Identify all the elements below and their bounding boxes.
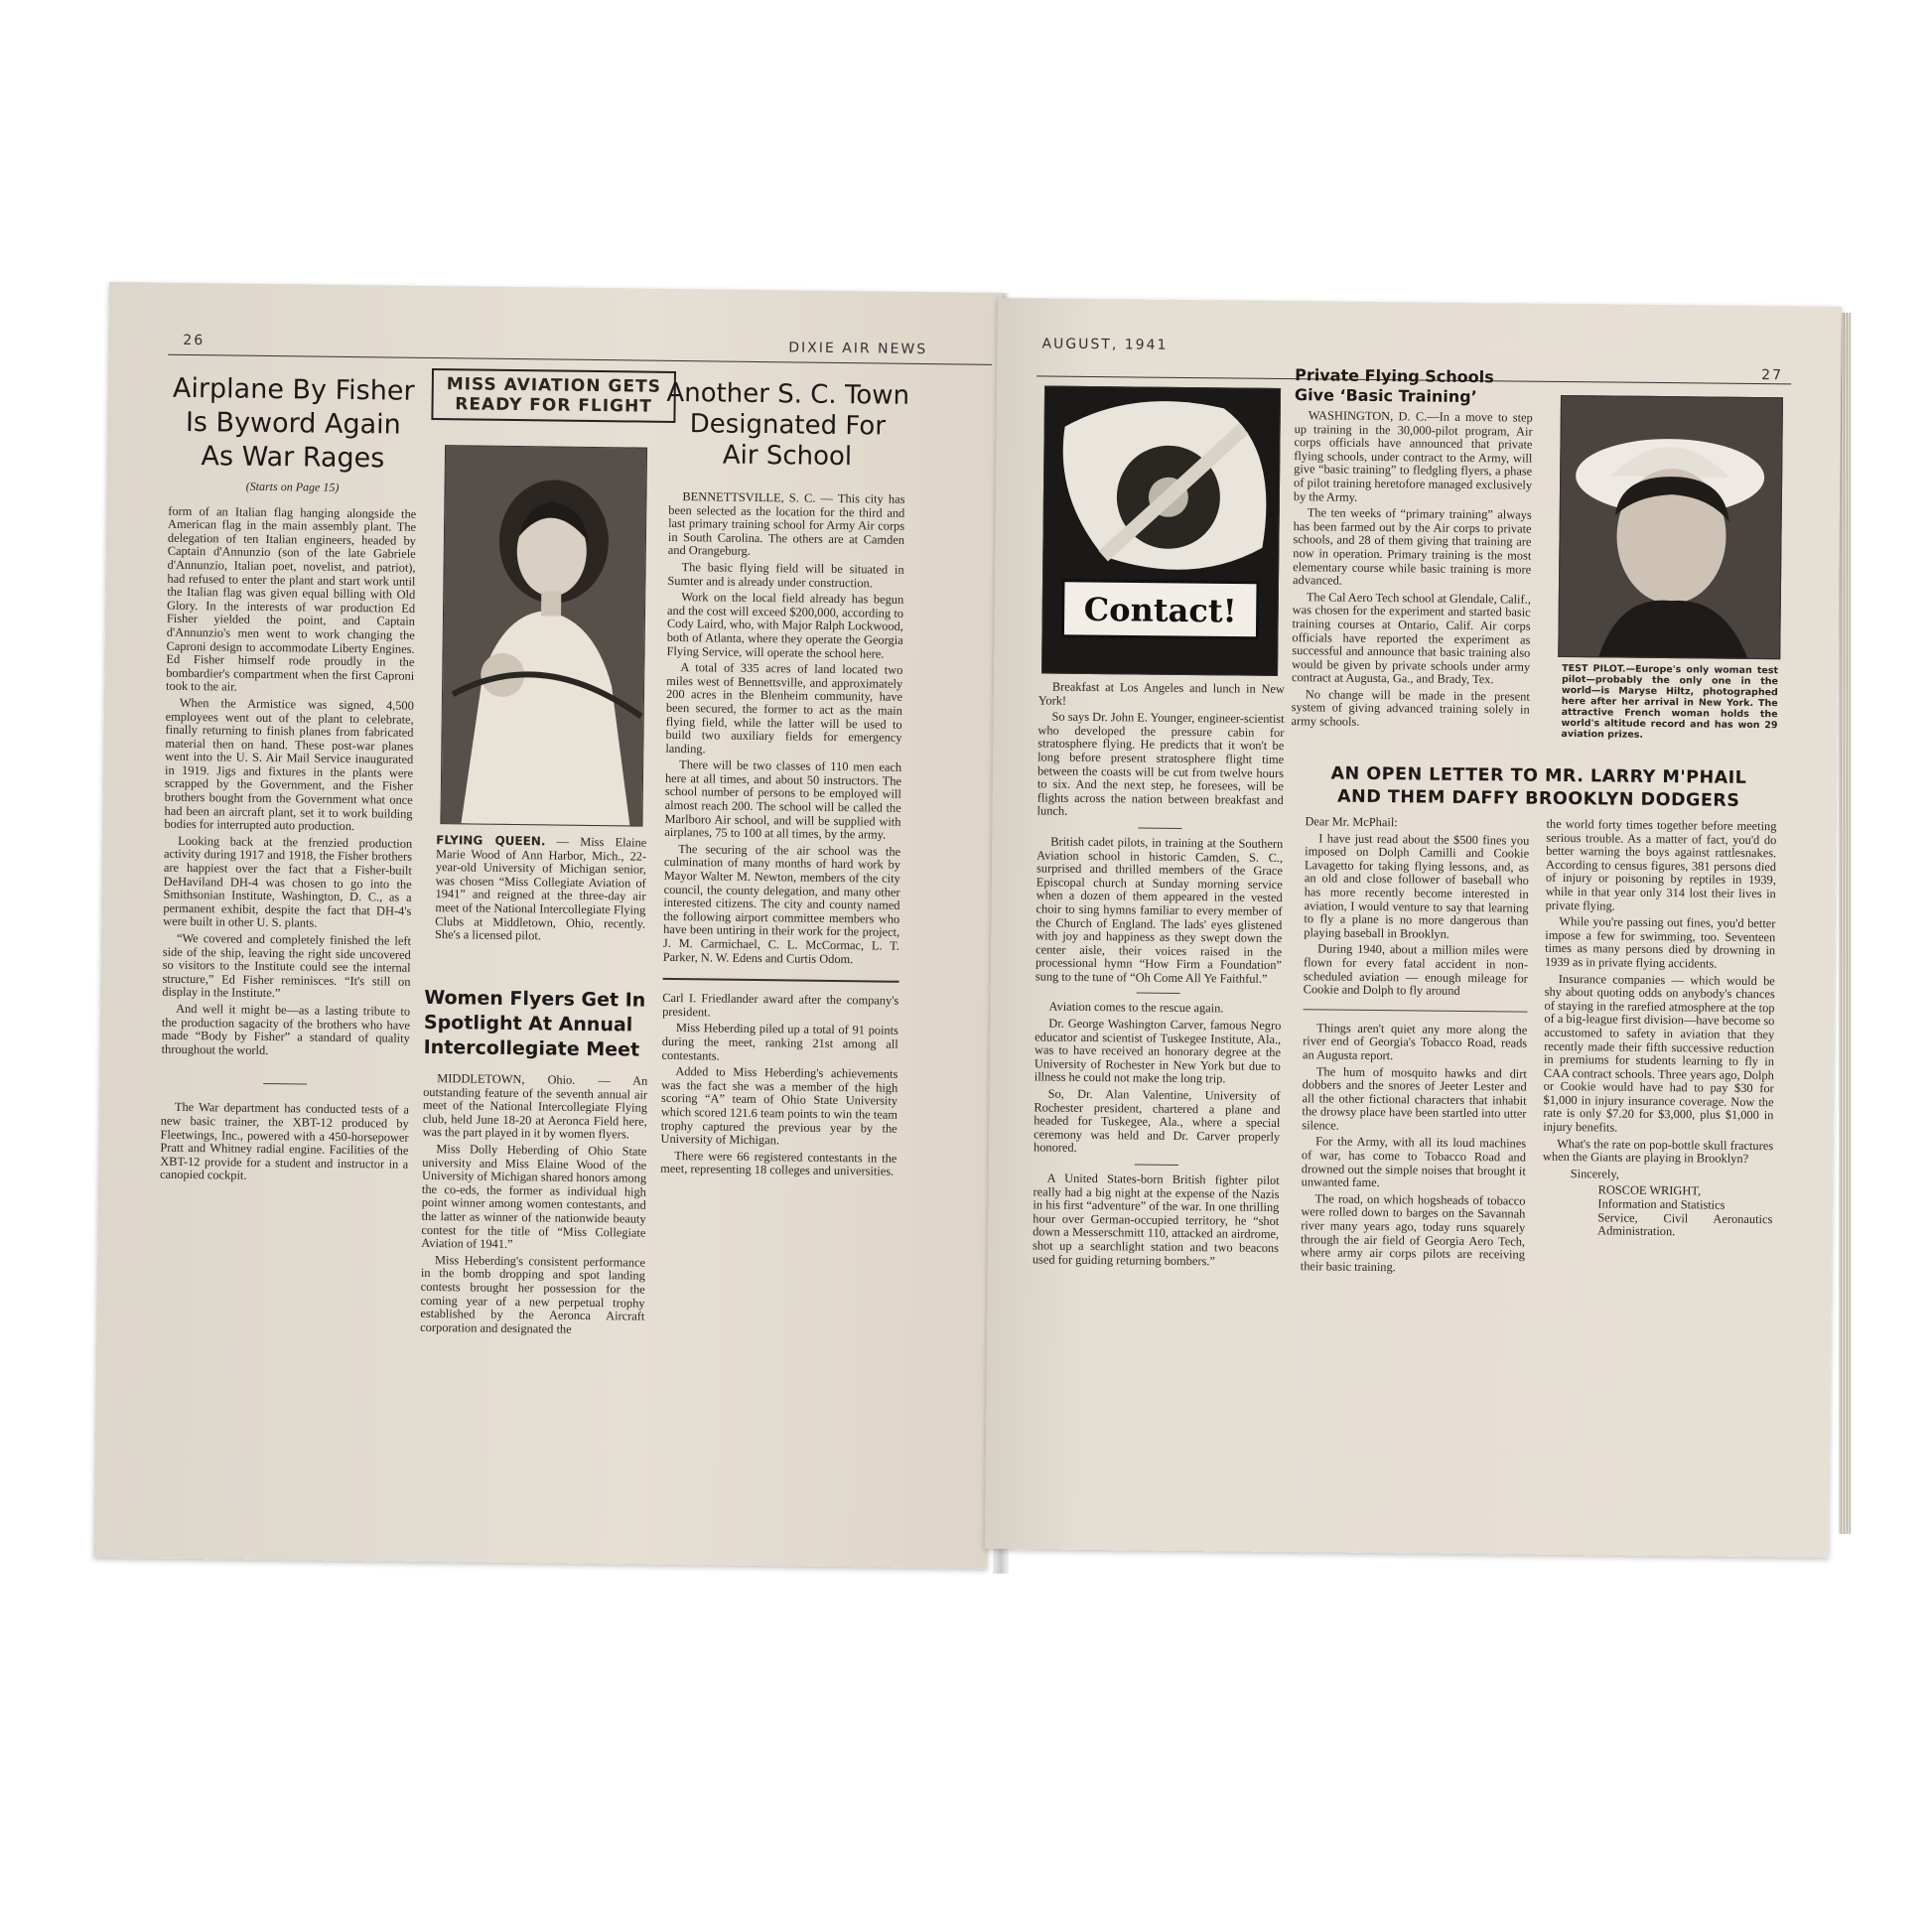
signature-name: ROSCOE WRIGHT, bbox=[1597, 1182, 1702, 1198]
right-page bbox=[985, 298, 1842, 1558]
body-paragraph: “We covered and completely finished the left side of the ship, leaving the right side uncovered so visitors to the Institute could see the internal structure,” Ed Fisher reminisces. “It's still on display in the Institute.” bbox=[162, 930, 412, 1001]
section-divider bbox=[1137, 993, 1180, 994]
body-paragraph: Dr. George Washington Carver, famous Negro educator and scientist of Tuskegee Institute, Ala., was to have received an honorary degree at the University of Rochester in New York but due to illness he could not make the long trip. bbox=[1034, 1016, 1282, 1086]
body-paragraph: When the Armistice was signed, 4,500 employees went out of the plant to celebrate, finally returning to finish planes from fabricated material then on hand. These post-war planes went into the U. S. Air Mail Service inaugurated in 1919. Jigs and fixtures in the plants were scrapped by the Government, and the Fisher brothers bought from the Government what once had been an aircraft plant, set it to work building bodies for interrupted auto production. bbox=[164, 695, 414, 834]
body-paragraph: Insurance companies — which would be shy about quoting odds on anybody's chances of staying in the rarefied atmosphere at the top of a big-league first division—have become so accustomed to safety in aviation that they recently made their fifth successive reduction in premiums for students learning to fly in CAA contract schools. Three years ago, Dolph or Cookie would have had to pay $30 for $1,000 in injury insurance coverage. Now the rate is only $7.20 for $3,000, plus $1,000 in injury benefits. bbox=[1543, 971, 1775, 1135]
body-paragraph: A United States-born British fighter pilot really had a big night at the expense of the Nazis in his first “adventure” of the war. In one thrilling hour over German-occupied territory, he “shot down a Messerschmitt 110, attacked an airdrome, shot up a searchlight station and two beacons used for guiding returning bombers.” bbox=[1032, 1171, 1280, 1268]
body-paragraph: The hum of mosquito hawks and dirt dobbers and the snores of Jeeter Lester and all the other fictional characters that inhabit the drowsy place have been startled into utter silence. bbox=[1302, 1063, 1527, 1133]
running-head-right: AUGUST, 1941 bbox=[1041, 336, 1169, 353]
open-letter-col1 bbox=[1301, 815, 1530, 1279]
body-paragraph: There will be two classes of 110 men each here at all times, and about 50 instructors. The school number of persons to be employed will almost reach 200. The school will be called the Marlboro Air school, and will be supplied with airplanes, 75 to 100 at all times, by the army. bbox=[664, 758, 902, 842]
body-paragraph: British cadet pilots, in training at the Southern Aviation school in historic Camden, S. C., surprised and thrilled members of the Grace Episcopal church at Sunday morning service when a dozen of them appeared in the vested choir to sing hymns familiar to every member of the Church of England. The lads' eyes glistened with joy and happiness as they swept down the center aisle, their voices raised in the processional hymn “How Firm a Foundation” sung to the tune of “Oh Come All Ye Faithful.” bbox=[1035, 834, 1284, 986]
body-paragraph: The Cal Aero Tech school at Glendale, Calif., was chosen for the experiment and started basic training courses at Ontario, Calif. Air corps officials have reported the experiment as successful and announce that basic training also would be given by private schools under army contract at Augusta, Ga., and Brady, Tex. bbox=[1291, 589, 1531, 687]
body-paragraph: Miss Heberding piled up a total of 91 points during the meet, ranking 21st among all contestants. bbox=[661, 1021, 898, 1063]
body-paragraph: And well it might be—as a lasting tribute to the production sagacity of the brothers who have made “Body by Fisher” a standard of quality throughout the world. bbox=[161, 1001, 411, 1057]
body-paragraph: So, Dr. Alan Valentine, University of Rochester president, chartered a plane and headed for Tuskegee, Ala., where a special ceremony was held and Dr. Carver properly honored. bbox=[1033, 1086, 1281, 1156]
propeller-engine-illustration bbox=[1042, 387, 1280, 675]
page-number-left: 26 bbox=[183, 332, 206, 349]
body-paragraph: So says Dr. John E. Younger, engineer-scientist who developed the pressure cabin for stratosphere flying. He predicts that it won't be long before present stratosphere flight time between the coasts will be cut from twelve hours to six. And the next step, he foresees, will be flights across the nation between breakfast and lunch. bbox=[1036, 709, 1285, 819]
contact-column bbox=[1033, 680, 1285, 1272]
flying-queen-photo bbox=[440, 445, 647, 826]
column-rule bbox=[1304, 1009, 1528, 1012]
fisher-article bbox=[160, 372, 418, 1188]
women-flyers-article bbox=[420, 986, 648, 1340]
contact-label: Contact! bbox=[1083, 590, 1237, 630]
page-number-right: 27 bbox=[1761, 367, 1784, 384]
trainer-paragraph: The War department has conducted tests of a new basic trainer, the XBT-12 produced by Fleetwings, Inc., powered with a 450-horsepower Pratt and Whitney radial engine. Facilities of the XBT-12 provide for a student and instructor in a canopied cockpit. bbox=[160, 1100, 409, 1183]
contact-illustration bbox=[1041, 385, 1281, 675]
body-paragraph: The basic flying field will be situated in Sumter and is already under construction. bbox=[667, 560, 904, 590]
body-paragraph: For the Army, with all its loud machines of war, has come to Tobacco Road and drowned out the simple noises that brought it unwanted fame. bbox=[1301, 1134, 1527, 1190]
body-paragraph: What's the rate on pop-bottle skull fractures when the Giants are playing in Brooklyn? bbox=[1542, 1136, 1774, 1167]
body-paragraph: BENNETTSVILLE, S. C. — This city has been selected as the location for the third and last primary training school for Army Air corps in South Carolina. The others are at Camden and Orangeburg. bbox=[667, 489, 905, 559]
sc-town-article bbox=[660, 377, 910, 1182]
flying-queen-caption: FLYING QUEEN. — Miss Elaine Marie Wood of Ann Harbor, Mich., 22-year-old University of Michigan senior, was chosen “Miss Collegiate Aviation of 1941” and reigned at the three-day air meet of the National Intercollegiate Flying Clubs at Middletown, Ohio, recently. She's a licensed pilot. bbox=[434, 833, 647, 943]
body-paragraph: Added to Miss Heberding's achievements was the fact she was a member of the high scoring “A” team of Ohio State University which scored 121.6 team points to win the team trophy captured the previous year by the University of Michigan. bbox=[660, 1064, 898, 1148]
miss-aviation-boxhead: MISS AVIATION GETS READY FOR FLIGHT bbox=[431, 368, 676, 423]
section-divider bbox=[1138, 827, 1181, 828]
closing: Sincerely, bbox=[1570, 1166, 1619, 1181]
body-paragraph: Looking back at the frenzied production activity during 1917 and 1918, the Fisher brothers are happiest over the fact that a Fisher-built DeHaviland DH-4 was chosen to go into the Smithsonian Institute, Washington, D. C., as a permanent exhibit, despite the fact that DH-4's were built in other U. S. plants. bbox=[163, 833, 413, 931]
body-paragraph: WASHINGTON, D. C.—In a move to step up training in the 30,000-pilot program, Air corps officials have announced that private flying schools, under contract to the Army, will give “basic training” to fledgling flyers, a phase of pilot training heretofore managed exclusively by the Army. bbox=[1293, 408, 1533, 504]
sc-town-headline: Another S. C. Town Designated For Air School bbox=[666, 377, 910, 473]
fisher-headline: Airplane By Fisher Is Byword Again As War Rages bbox=[172, 372, 415, 475]
section-divider bbox=[263, 1083, 307, 1085]
body-paragraph: I have just read about the $500 fines you imposed on Dolph Camilli and Cookie Lavagetto for taking flying lessons, and, as an old and close follower of baseball who has more recently become interested in aviation, I would venture to say that learning to fly a plane is no more dangerous than playing baseball in Brooklyn. bbox=[1304, 831, 1530, 941]
running-head-left: DIXIE AIR NEWS bbox=[788, 340, 928, 358]
body-paragraph: While you're passing out fines, you'd better impose a few for swimming, too. Seventeen times as many persons died by drowning in 1939 as in private flying accidents. bbox=[1544, 914, 1776, 971]
section-divider bbox=[1135, 1164, 1178, 1165]
body-paragraph: Carl I. Friedlander award after the company's president. bbox=[662, 991, 899, 1020]
body-paragraph: MIDDLETOWN, Ohio. — An outstanding feature of the seventh annual air meet of the National Intercollegiate Flying club, held June 18-20 at Aeronca Field here, was the part played in it by women flyers. bbox=[422, 1071, 648, 1142]
test-pilot-photo bbox=[1558, 395, 1783, 659]
body-paragraph: The securing of the air school was the culmination of many months of hard work by Mayor Walter M. Newton, members of the city council, the county delegation, and many other interested citizens. The city and county named the following airport committee members who have been untiring in their work for the project, J. M. Carmichael, C. L. McCormac, L. T. Parker, N. W. Edens and Curtis Odom. bbox=[662, 841, 901, 966]
body-paragraph: No change will be made in the present system of giving advanced training solely in army schools. bbox=[1291, 687, 1530, 729]
body-paragraph: The ten weeks of “primary training” always has been farmed out by the Air corps to private schools, and 28 of them giving that training are now in operation. Primary training is the most elementary course while basic training is more advanced. bbox=[1292, 505, 1532, 588]
body-paragraph: Aviation comes to the rescue again. bbox=[1048, 1000, 1224, 1016]
body-paragraph: A total of 335 acres of land located two miles west of Bennettsville, and approximately 200 acres in the Blenheim community, have been secured, the former to act as the main flying field, while the latter will be used to build two auxiliary fields for emergency landing. bbox=[665, 660, 903, 757]
body-paragraph: During 1940, about a million miles were flown for every fatal accident in non-scheduled aviation — enough mileage for Cookie and Dolph to fly around bbox=[1303, 941, 1529, 999]
open-letter-headline: AN OPEN LETTER TO MR. LARRY M'PHAIL AND THEM DAFFY BROOKLYN DODGERS bbox=[1330, 763, 1747, 811]
body-paragraph: Work on the local field already has begun and the cost will exceed $200,000, according to Cody Laird, who, with Major Ralph Lockwood, both of Atlanta, where they operate the Georgia Flying Service, will operate the school here. bbox=[666, 590, 904, 661]
portrait-illustration bbox=[441, 446, 646, 825]
body-paragraph: Things aren't quiet any more along the river end of Georgia's Tobacco Road, reads an Augusta report. bbox=[1302, 1021, 1528, 1063]
body-paragraph: Breakfast at Los Angeles and lunch in New York! bbox=[1037, 679, 1285, 708]
test-pilot-caption: TEST PILOT.—Europe's only woman test pilot—probably the only one in the world—is Maryse Hiltz, photographed here after her arrival in New York. The attractive French woman holds the world's altitude record and has won 29 aviation prizes. bbox=[1561, 662, 1779, 741]
body-paragraph: Miss Dolly Heberding of Ohio State university and Miss Elaine Wood of the University of Michigan shared honors among the co-eds, the former as individual high point winner among women contestants, and the latter as winner of the nationwide beauty contest for the title of “Miss Collegiate Aviation of 1941.” bbox=[421, 1142, 647, 1252]
salutation: Dear Mr. McPhail: bbox=[1305, 814, 1398, 830]
portrait-illustration bbox=[1559, 396, 1782, 658]
body-paragraph: The road, on which hogsheads of tobacco were rolled down to barges on the Savannah river many years ago, today runs squarely through the air field of Georgia Aero Tech, where army air corps pilots are receiving their basic training. bbox=[1300, 1191, 1526, 1275]
page-edges bbox=[1839, 313, 1851, 1534]
body-paragraph: the world forty times together before meeting serious trouble. As a matter of fact, you'd do better warning the boys against rattlesnakes. According to census figures, 381 persons died of injury or poisoning by reptiles in 1939, while in that year only 314 lost their lives in private flying. bbox=[1545, 816, 1777, 913]
open-letter-col2 bbox=[1542, 818, 1776, 1240]
left-page bbox=[93, 282, 1003, 1569]
continued-note: (Starts on Page 15) bbox=[245, 479, 340, 494]
article-rule bbox=[663, 978, 899, 983]
body-paragraph: Miss Heberding's consistent performance in the bomb dropping and spot landing contests brought her possession for the coming year of a new perpetual trophy established by the Aeronca Aircraft corporation and designated the bbox=[420, 1252, 646, 1336]
signature-title: Information and Statistics bbox=[1597, 1196, 1725, 1212]
body-paragraph: There were 66 registered contestants in the meet, representing 18 colleges and universities. bbox=[660, 1148, 897, 1179]
women-flyers-headline: Women Flyers Get In Spotlight At Annual Intercollegiate Meet bbox=[423, 986, 646, 1061]
body-paragraph: form of an Italian flag hanging alongside the American flag in the main assembly plant. The delegation of ten Italian engineers, headed by Captain d'Annunzio (son of the late Gabriele d'Annunzio, Italian poet, novelist, and patriot), had refused to enter the plant and start work until the Italian flag was given equal billing with Old Glory. In the interests of war production Ed Fisher yielded the point, and Captain d'Annunzio's men went to work changing the Caproni design to accommodate Liberty Engines. Ed Fisher himself rode proudly in the bombardier's compartment when the first Caproni took to the air. bbox=[166, 503, 417, 694]
signature-org: Service, Civil Aeronautics Administration. bbox=[1597, 1210, 1773, 1239]
private-schools-headline: Private Flying Schools Give ‘Basic Training’ bbox=[1294, 365, 1494, 407]
private-schools-article bbox=[1291, 365, 1533, 734]
